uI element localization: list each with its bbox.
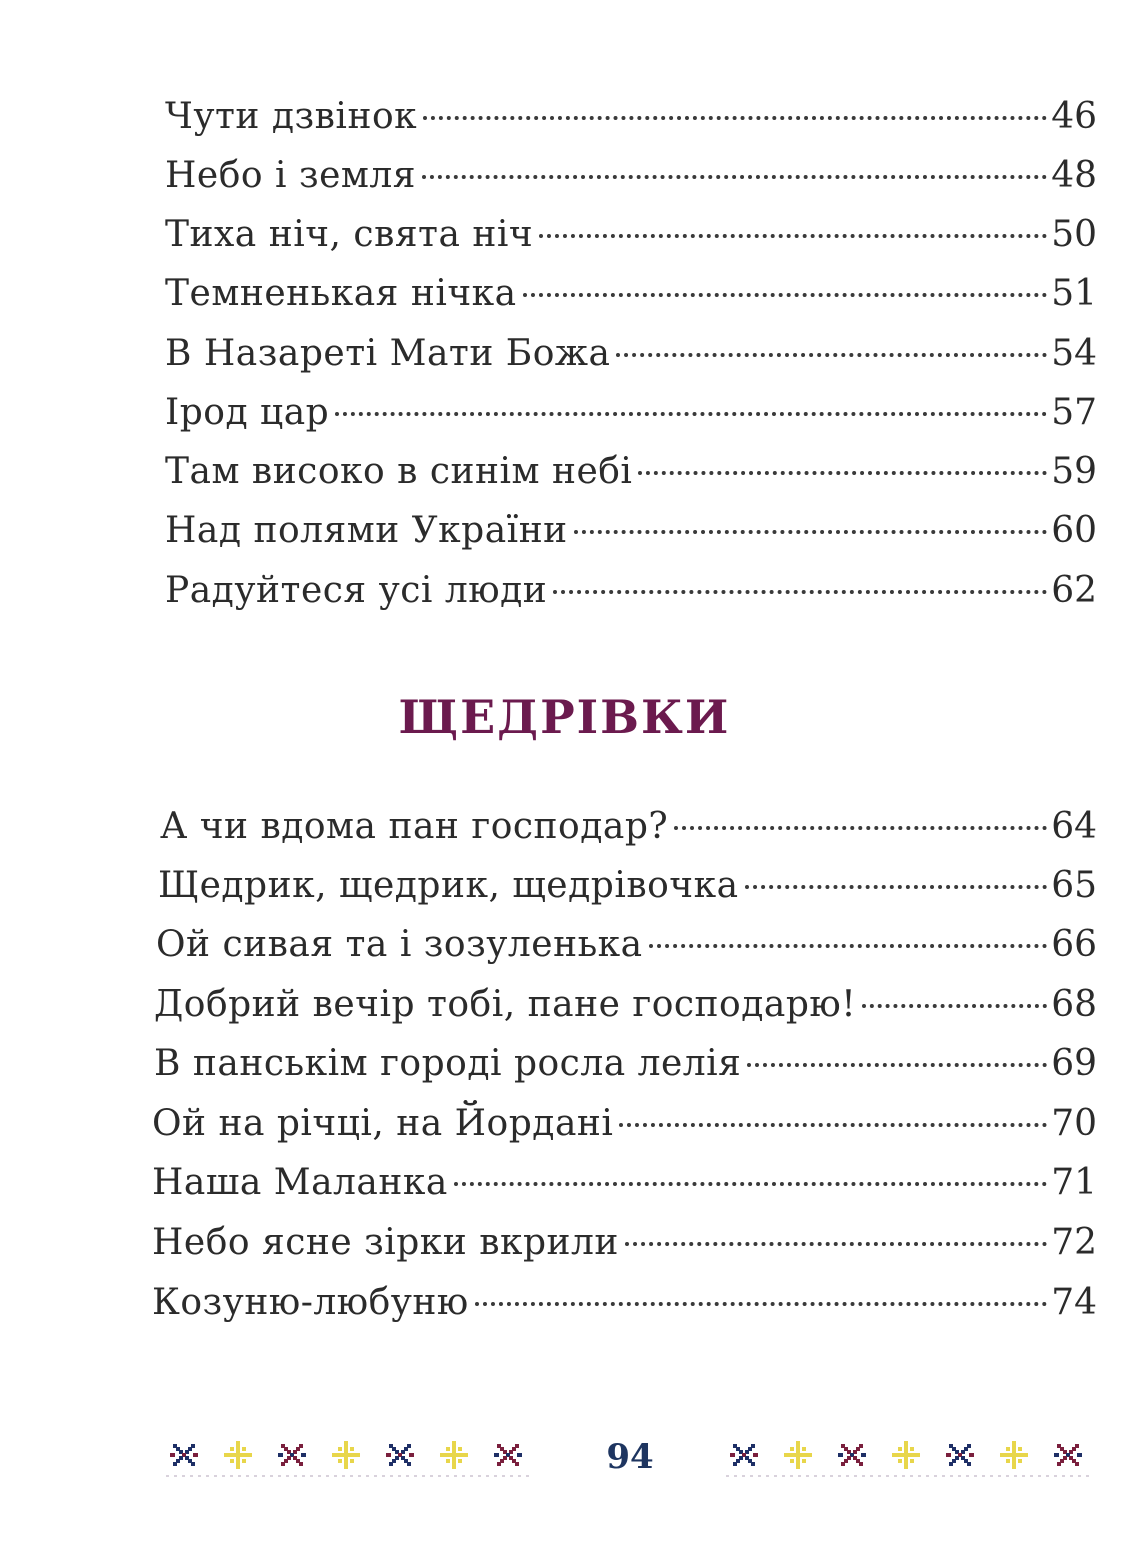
toc-entry-page: 71 — [1051, 1162, 1097, 1203]
dot-leader — [638, 471, 1047, 475]
toc-entry-title: Ірод цар — [165, 392, 330, 433]
page-number: 94 — [606, 1437, 654, 1477]
toc-entry-page: 54 — [1051, 333, 1097, 374]
page-footer — [0, 1425, 1129, 1495]
dot-leader — [862, 1004, 1047, 1008]
toc-entry-page: 64 — [1051, 806, 1097, 847]
toc-entry[interactable] — [152, 1278, 1097, 1328]
dot-leader — [539, 234, 1047, 238]
toc-entry-page: 68 — [1051, 984, 1097, 1025]
toc-entry[interactable] — [154, 980, 1097, 1030]
toc-entry-title: А чи вдома пан господар? — [160, 806, 669, 847]
dot-leader — [454, 1182, 1047, 1186]
toc-entry[interactable] — [165, 210, 1097, 260]
dot-leader — [553, 590, 1047, 594]
toc-entry-title: Ой на річці, на Йордані — [152, 1103, 614, 1144]
toc-entry-title: Добрий вечір тобі, пане господарю! — [154, 984, 857, 1025]
toc-entry-page: 72 — [1051, 1222, 1097, 1263]
toc-entry[interactable] — [165, 506, 1097, 556]
toc-entry[interactable] — [165, 269, 1097, 319]
toc-entry-page: 59 — [1051, 451, 1097, 492]
toc-entry-title: Темненькая нічка — [165, 273, 517, 314]
toc-entry-page: 50 — [1051, 214, 1097, 255]
toc-entry[interactable] — [160, 802, 1097, 852]
toc-entry-page: 66 — [1051, 924, 1097, 965]
toc-entry[interactable] — [152, 1218, 1097, 1268]
toc-entry[interactable] — [154, 1039, 1097, 1089]
section-heading: ЩЕДРІВКИ — [398, 690, 731, 744]
toc-entry-page: 62 — [1051, 570, 1097, 611]
dot-leader — [574, 530, 1048, 534]
toc-entry[interactable] — [158, 861, 1097, 911]
toc-entry-title: Наша Маланка — [152, 1162, 448, 1203]
toc-entry-page: 46 — [1051, 96, 1097, 137]
toc-entry[interactable] — [152, 1158, 1097, 1208]
toc-entry-title: Радуйтеся усі люди — [165, 570, 548, 611]
toc-entry[interactable] — [165, 566, 1097, 616]
toc-entry-title: Тиха ніч, свята ніч — [165, 214, 534, 255]
toc-entry-page: 70 — [1051, 1103, 1097, 1144]
toc-entry-title: В Назареті Мати Божа — [165, 333, 611, 374]
toc-entry[interactable] — [165, 388, 1097, 438]
toc-entry-title: Щедрик, щедрик, щедрівочка — [158, 865, 739, 906]
toc-entry[interactable] — [165, 92, 1097, 142]
toc-entry[interactable] — [165, 329, 1097, 379]
dot-leader — [649, 944, 1048, 948]
toc-entry-page: 57 — [1051, 392, 1097, 433]
toc-entry[interactable] — [156, 920, 1097, 970]
toc-entry-page: 60 — [1051, 510, 1097, 551]
toc-entry-title: Козуню-любуню — [152, 1282, 469, 1323]
toc-entry[interactable] — [165, 447, 1097, 497]
toc-entry-page: 51 — [1051, 273, 1097, 314]
dot-leader — [423, 116, 1047, 120]
dot-leader — [422, 175, 1047, 179]
dot-leader — [745, 885, 1048, 889]
toc-entry-title: Чути дзвінок — [165, 96, 418, 137]
dot-leader — [523, 293, 1048, 297]
toc-entry-title: Небо і земля — [165, 155, 416, 196]
embroidery-ornament-left-icon — [162, 1431, 532, 1481]
dot-leader — [747, 1063, 1047, 1067]
toc-entry-page: 74 — [1051, 1282, 1097, 1323]
dot-leader — [625, 1242, 1047, 1246]
toc-entry-page: 48 — [1051, 155, 1097, 196]
toc-entry[interactable] — [152, 1099, 1097, 1149]
toc-entry-title: Небо ясне зірки вкрили — [152, 1222, 619, 1263]
toc-entry[interactable] — [165, 151, 1097, 201]
dot-leader — [674, 826, 1047, 830]
dot-leader — [335, 412, 1047, 416]
toc-entry-title: В панськім городі росла лелія — [154, 1043, 742, 1084]
dot-leader — [619, 1123, 1047, 1127]
toc-entry-title: Там високо в синім небі — [165, 451, 633, 492]
dot-leader — [475, 1302, 1047, 1306]
embroidery-ornament-right-icon — [722, 1431, 1092, 1481]
toc-entry-title: Над полями України — [165, 510, 568, 551]
dot-leader — [616, 353, 1047, 357]
toc-entry-page: 69 — [1051, 1043, 1097, 1084]
toc-entry-title: Ой сивая та і зозуленька — [156, 924, 643, 965]
toc-entry-page: 65 — [1051, 865, 1097, 906]
